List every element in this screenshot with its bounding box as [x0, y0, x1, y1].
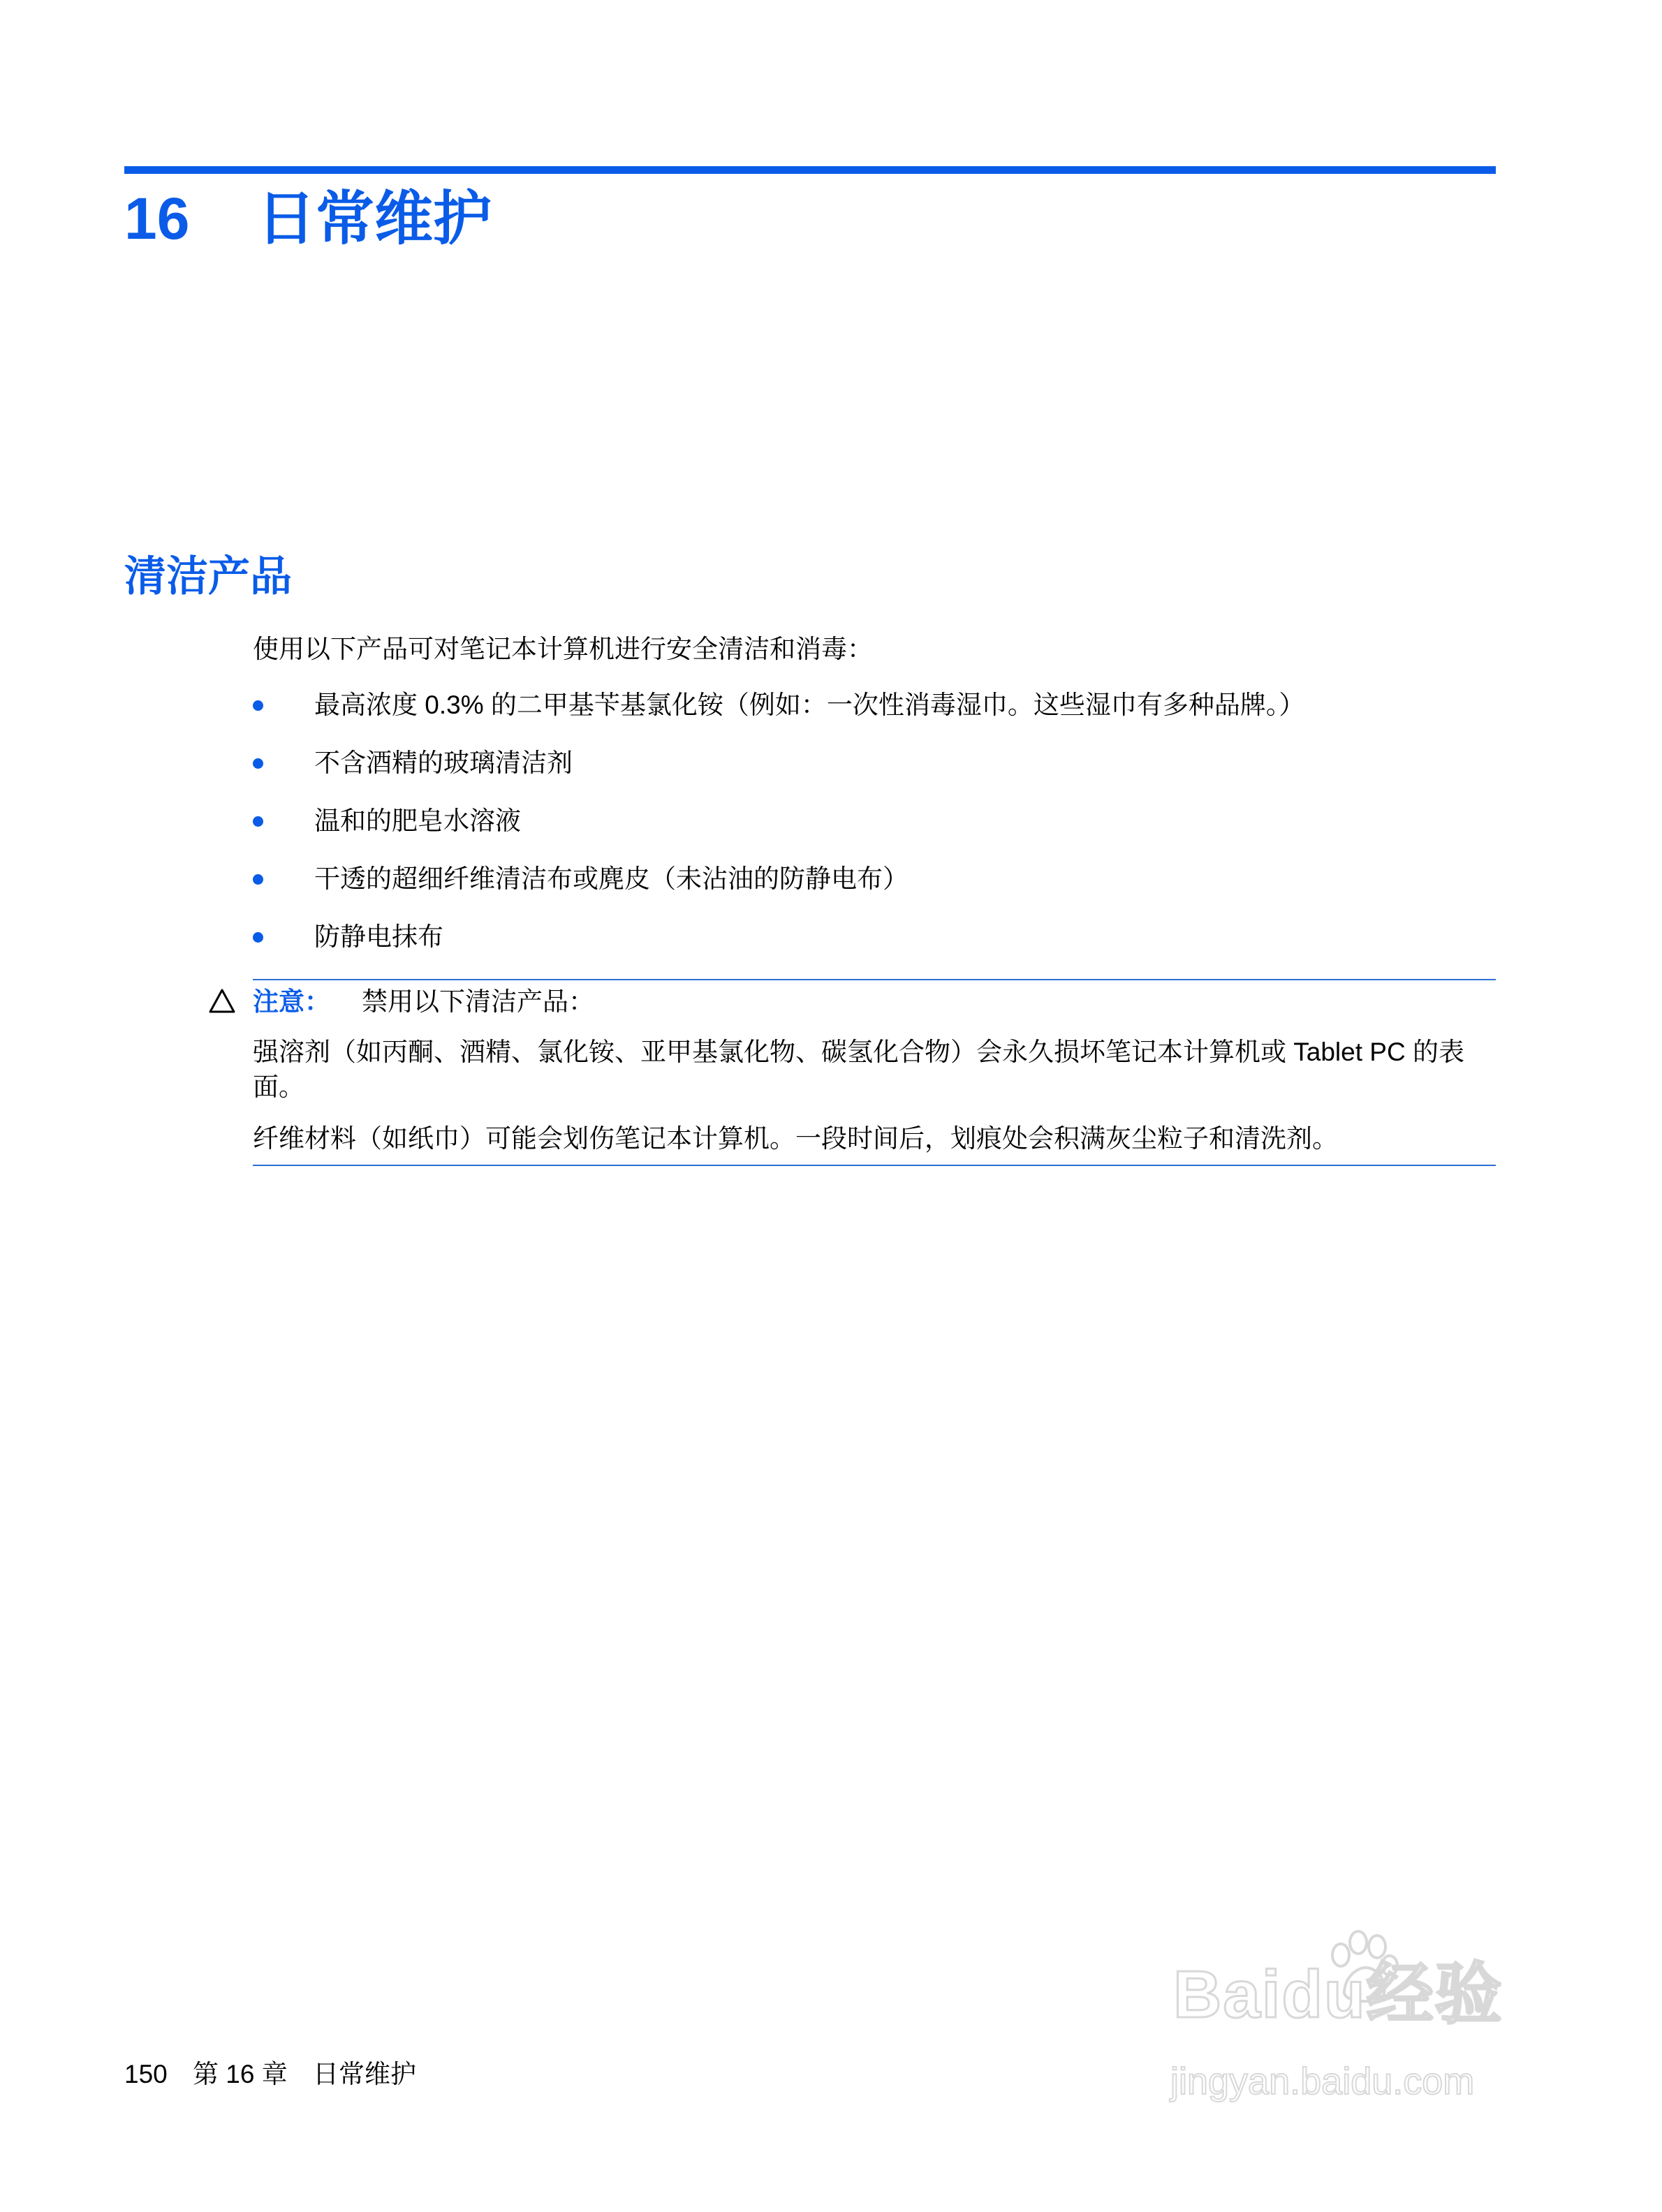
bullet-icon	[253, 816, 263, 827]
list-item	[253, 746, 1304, 781]
caution-triangle-icon	[208, 987, 236, 1015]
watermark-url-text: jingyan.baidu.com	[1170, 2060, 1475, 2102]
notice-paragraph-2: 纤维材料（如纸巾）可能会划伤笔记本计算机。一段时间后，划痕处会积满灰尘粒子和清洗剂。	[253, 1123, 1338, 1153]
watermark-logo-text: Baidu经验	[1173, 1957, 1503, 2032]
bullet-icon	[253, 932, 263, 943]
cleaning-products-list	[253, 688, 1304, 978]
section-title: 清洁产品	[124, 553, 292, 600]
footer-chapter-title: 日常维护	[313, 2060, 417, 2088]
page-footer	[124, 2053, 434, 2091]
list-item-text: 不含酒精的玻璃清洁剂	[314, 749, 573, 778]
notice-heading-row	[253, 985, 1496, 1019]
bullet-icon	[253, 758, 263, 769]
list-item-text: 最高浓度 0.3% 的二甲基苄基氯化铵（例如：一次性消毒湿巾。这些湿巾有多种品牌。）	[314, 691, 1305, 720]
chapter-top-rule	[124, 166, 1496, 174]
list-item-text: 干透的超细纤维清洁布或麂皮（未沾油的防静电布）	[314, 864, 909, 894]
watermark	[1159, 1941, 1550, 2123]
section-intro: 使用以下产品可对笔记本计算机进行安全清洁和消毒：	[253, 635, 873, 663]
list-item-text: 防静电抹布	[314, 922, 443, 952]
chapter-number: 16	[124, 186, 190, 251]
list-item	[253, 688, 1304, 723]
notice-label: 注意：	[253, 987, 330, 1017]
chapter-heading	[124, 180, 492, 257]
chapter-title: 日常维护	[257, 186, 492, 251]
page-number: 150	[124, 2060, 168, 2088]
footer-chapter-ref: 第 16 章	[193, 2060, 288, 2088]
list-item	[253, 804, 1304, 839]
notice-heading: 禁用以下清洁产品：	[362, 987, 594, 1017]
list-item	[253, 862, 1304, 897]
bullet-icon	[253, 874, 263, 885]
list-item-text: 温和的肥皂水溶液	[314, 806, 521, 836]
caution-notice	[253, 979, 1496, 1166]
notice-paragraph-1: 强溶剂（如丙酮、酒精、氯化铵、亚甲基氯化物、碳氢化合物）会永久损坏笔记本计算机或 Tablet PC 的表面。	[253, 1038, 1464, 1101]
bullet-icon	[253, 700, 263, 711]
list-item	[253, 920, 1304, 954]
